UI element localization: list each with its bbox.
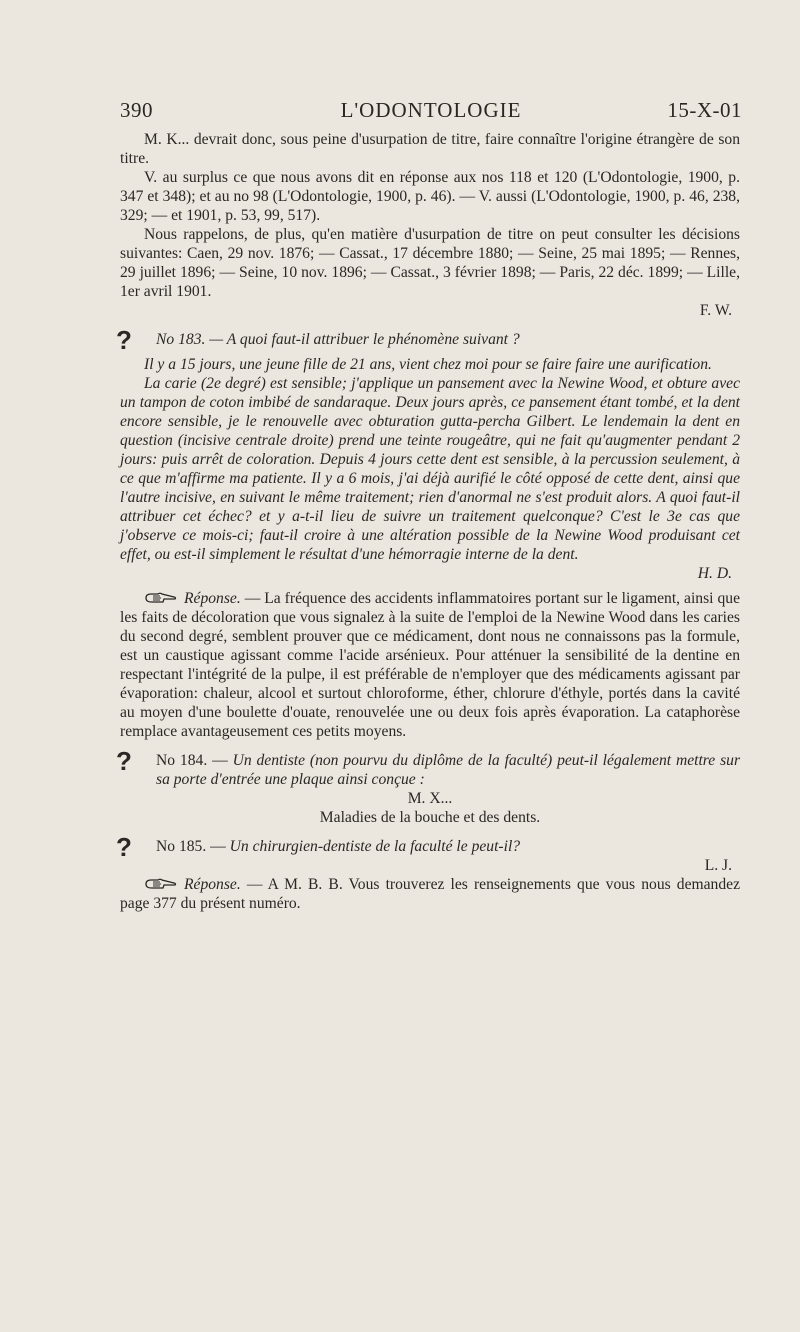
reply-183-text: — La fréquence des accidents inflammatoires portant sur le ligament, ainsi que les faits de décoloration que vous signalez à la suite de l'emploi de la Newine Wood dans les caries du second degré, semblent prouver que ce médicament, dont nous ne connaissons pas la formule, est un caustique agissant comme l'acide arsénieux. Pour atténuer la sensibilité de la dentine en respectant l'intégrité de la pulpe, il est préférable de n'employer que des médicaments agissant par évaporation: chaleur, alcool et surtout chloroforme, éther, chlorure d'éthyle, portés dans la cavité au moyen d'une boulette d'ouate, renouvelée une ou deux fois après évaporation. La cataphorèse remplace avantageusement ces petits moyens. <box>120 590 740 740</box>
question-mark-icon: ? <box>116 325 132 355</box>
question-184-number: No 184. <box>156 752 208 769</box>
reply-185-text: — A M. B. B. Vous trouverez les renseignements que vous nous demandez page 377 du présent numéro. <box>120 876 740 912</box>
reply-185-label: Réponse. <box>184 876 241 893</box>
journal-title: L'ODONTOLOGIE <box>340 98 522 122</box>
intro-paragraph-2: V. au surplus ce que nous avons dit en réponse aux nos 118 et 120 (L'Odontologie, 1900, p. 347 et 348); et au no 98 (L'Odontologie, 1900, p. 46). — V. aussi (L'Odontologie, 1900, p. 46, 238, 329; — et 1901, p. 53, 99, 517). <box>120 169 740 224</box>
reply-183 <box>120 589 740 741</box>
question-185-text: Un chirurgien-dentiste de la faculté le peut-il? <box>229 838 521 855</box>
intro-paragraph-3: Nous rappelons, de plus, qu'en matière d'usurpation de titre on peut consulter les décisions suivantes: Caen, 29 nov. 1876; — Cassat., 17 décembre 1880; — Seine, 25 mai 1895; — Rennes, 29 juillet 1896; — Seine, 10 nov. 1896; — Cassat., 3 février 1898; — Paris, 22 déc. 1899; — Lille, 1er avril 1901. <box>120 226 740 300</box>
question-185: ? No 185. — Un chirurgien-dentiste de la faculté le peut-il? <box>116 832 521 862</box>
question-183-paragraph-1: Il y a 15 jours, une jeune fille de 21 ans, vient chez moi pour se faire faire une aurification. <box>144 356 712 373</box>
article-body <box>116 130 741 913</box>
reply-185 <box>120 875 740 913</box>
question-184-signature: M. X... <box>407 790 453 807</box>
question-mark-icon: ? <box>116 832 132 862</box>
intro-signature: F. W. <box>699 302 732 319</box>
page-number: 390 <box>120 98 153 122</box>
question-184: ? No 184. — Un dentiste (non pourvu du diplôme de la faculté) peut-il légalement mettre sur sa porte d'entrée une plaque ainsi conçue : <box>116 746 741 788</box>
page-header <box>120 98 742 128</box>
pointing-hand-icon <box>144 592 178 604</box>
question-184-text: Un dentiste (non pourvu du diplôme de la faculté) peut-il légalement mettre sur sa porte d'entrée une plaque ainsi conçue : <box>156 752 741 788</box>
intro-paragraph-1: M. K... devrait donc, sous peine d'usurpation de titre, faire connaître l'origine étrangère de son titre. <box>120 131 740 167</box>
issue-date: 15-X-01 <box>667 98 742 122</box>
question-184-plaque-text: Maladies de la bouche et des dents. <box>319 809 541 826</box>
question-183-heading: No 183. — A quoi faut-il attribuer le phénomène suivant ? <box>156 331 520 348</box>
question-185-signature: L. J. <box>704 857 732 874</box>
question-183-paragraph-2: La carie (2e degré) est sensible; j'applique un pansement avec la Newine Wood, et obture avec un tampon de coton imbibé de sandaraque. Deux jours après, ce pansement étant tombé, et la dent encore sensible, je le renouvelle avec obturation gutta-percha Gilbert. Le lendemain la dent en question (incisive centrale droite) prend une teinte rougeâtre, qui ne fait qu'augmenter pendant 2 jours: puis arrêt de coloration. Depuis 4 jours cette dent est sensible, à la percussion seulement, à ce que m'affirme ma patiente. Il y a 6 mois, j'ai déjà aurifié le côté opposé de cette dent, ainsi que l'autre incisive, en suivant le même traitement; rien d'anormal ne s'est produit alors. A quoi faut-il attribuer cet échec? et y a-t-il lieu de suivre un traitement quelconque? C'est le 3e cas que j'observe ce mois-ci; faut-il croire à une altération possible de la Newine Wood produisant cet effet, ou est-il simplement le résultat d'une hémorragie interne de la dent. <box>120 375 740 563</box>
question-183-signature: H. D. <box>697 565 732 582</box>
question-185-number: No 185. <box>156 838 207 855</box>
question-183 <box>116 325 740 355</box>
pointing-hand-icon <box>144 878 178 890</box>
reply-183-label: Réponse. <box>184 590 241 607</box>
question-mark-icon: ? <box>116 746 132 776</box>
